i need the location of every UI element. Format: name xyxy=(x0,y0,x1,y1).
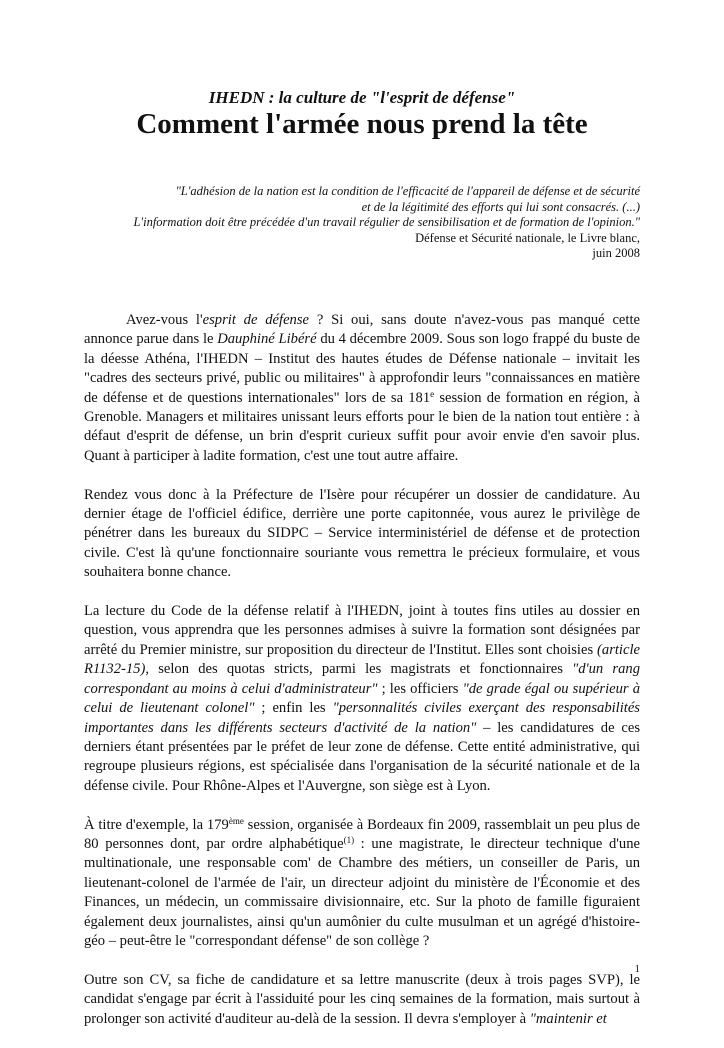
p1-newspaper-name: Dauphiné Libéré xyxy=(217,331,317,348)
p5-quote-start: "maintenir et xyxy=(529,1010,607,1027)
article-kicker: IHEDN : la culture de "l'esprit de défense" xyxy=(208,88,516,107)
p4-text-c: session, organisée à Bordeaux fin 2009, rassemblait un peu plus de 80 personnes dont, par ordre alphabétique xyxy=(84,816,640,852)
paragraph-2: Rendez vous donc à la Préfecture de l'Isère pour récupérer un dossier de candidature. Au dernier étage de l'officiel édifice, derrière une porte capitonnée, vous aurez le privilège de pénétrer dans les bureaux du SIDPC – Service interministériel de défense et de protection civile. C'est là qu'une fonctionnaire souriante vous remettra le précieux formulaire, et vous souhaitera bonne chance. xyxy=(84,486,640,581)
epigraph-quote-line-1: "L'adhésion de la nation est la condition de l'efficacité de l'appareil de défense et de sécurité xyxy=(175,184,640,198)
p3-text-a: La lecture du Code de la défense relatif à l'IHEDN, joint à toutes fins utiles au dossier en question, vous apprendra que les personnes admises à suivre la formation sont désignées par arrêté du Premier ministre, sur proposition du directeur de l'Institut. Elles sont choisies xyxy=(84,603,640,658)
p3-text-c: , selon des quotas stricts, parmi les magistrats et fonctionnaires xyxy=(145,661,573,678)
p1-emphasis-esprit: esprit de défense xyxy=(202,312,310,328)
paragraph-5 xyxy=(84,971,640,1029)
p1-text-e: du 4 décembre 2009. Sous son logo frappé du buste de la déesse Athéna, l'IHEDN – Institut des hautes études de Défense nationale – invitait les "cadres des secteurs privé, public ou militaires" à approfondir leurs "connaissances en matière de défense et de questions internationales" lors de sa 181 xyxy=(84,331,641,406)
p1-text-c: ? Si oui, sans doute n'avez-vous pas manqué cette annonce parue dans le xyxy=(84,312,640,348)
p5-text-a: Outre son CV, sa fiche de candidature et sa lettre manuscrite (deux à trois pages SVP), le candidat s'engage par écrit à l'assiduité pour les cinq semaines de la formation, mais surtout à prolonger son activité d'auditeur au-delà de la session. Il devra s'employer à xyxy=(84,971,640,1027)
p4-superscript-eme: ème xyxy=(228,815,244,826)
p4-text-e: : une magistrate, le directeur technique d'une multinationale, une responsable com' de Chambre des métiers, un conseiller de Paris, un lieutenant-colonel de l'armée de l'air, un directeur adjoint du ministère de l'Économie et des Finances, un médecin, un commissaire divisionnaire, etc. Sur la photo de famille figuraient également deux journalistes, ainsi qu'un aumônier du culte musulman et un agrégé d'histoire-géo – peut-être le "correspondant défense" de son collège ? xyxy=(84,835,640,949)
paragraph-1 xyxy=(84,311,640,466)
article-body xyxy=(84,311,640,1048)
epigraph-source-line-2: juin 2008 xyxy=(592,246,640,260)
p3-article-ref: (article R1132-15) xyxy=(84,641,640,678)
paragraph-4 xyxy=(84,816,640,952)
epigraph-source-line-1: Défense et Sécurité nationale, le Livre blanc, xyxy=(415,230,640,245)
epigraph-quote-line-2: et de la légitimité des efforts qui lui sont consacrés. (...) xyxy=(361,199,640,214)
p1-superscript: e xyxy=(430,388,435,399)
article-title: Comment l'armée nous prend la tête xyxy=(136,108,588,140)
epigraph xyxy=(80,184,640,262)
p4-text-a: À titre d'exemple, la 179 xyxy=(84,816,229,833)
p1-text-g: session de formation en région, à Grenoble. Managers et militaires unissant leurs efforts pour le bien de la nation tout entière : à défaut d'esprit de défense, un brin d'esprit curieux suffit pour avoir envie d'en savoir plus. Quant à participer à ladite formation, c'est une tout autre affaire. xyxy=(84,389,640,464)
epigraph-quote-line-3: L'information doit être précédée d'un travail régulier de sensibilisation et de formation de l'opinion." xyxy=(133,215,640,229)
p3-text-i: – les candidatures de ces derniers étant présentées par le préfet de leur zone de défense. Cette entité administrative, qui regroupe plusieurs régions, est spécialisée dans l'organisation de la sécurité nationale et de la défense civile. Pour Rhône-Alpes et l'Auvergne, son siège est à Lyon. xyxy=(84,719,640,794)
p3-quote-grade: "de grade égal ou supérieur à celui de lieutenant colonel" xyxy=(84,680,641,717)
p1-text-a: Avez-vous l' xyxy=(126,312,203,328)
page-number: 1 xyxy=(634,963,640,975)
p3-quote-rang: "d'un rang correspondant au moins à celui d'administrateur" xyxy=(84,661,641,697)
paragraph-3 xyxy=(84,602,640,796)
p4-footnote-ref: (1) xyxy=(343,834,355,845)
p3-text-e: ; les officiers xyxy=(377,680,463,697)
p3-quote-personnalites: "personnalités civiles exerçant des responsabilités importantes dans les différents secteurs d'activité de la nation" xyxy=(84,700,640,736)
p3-text-g: ; enfin les xyxy=(254,700,333,717)
